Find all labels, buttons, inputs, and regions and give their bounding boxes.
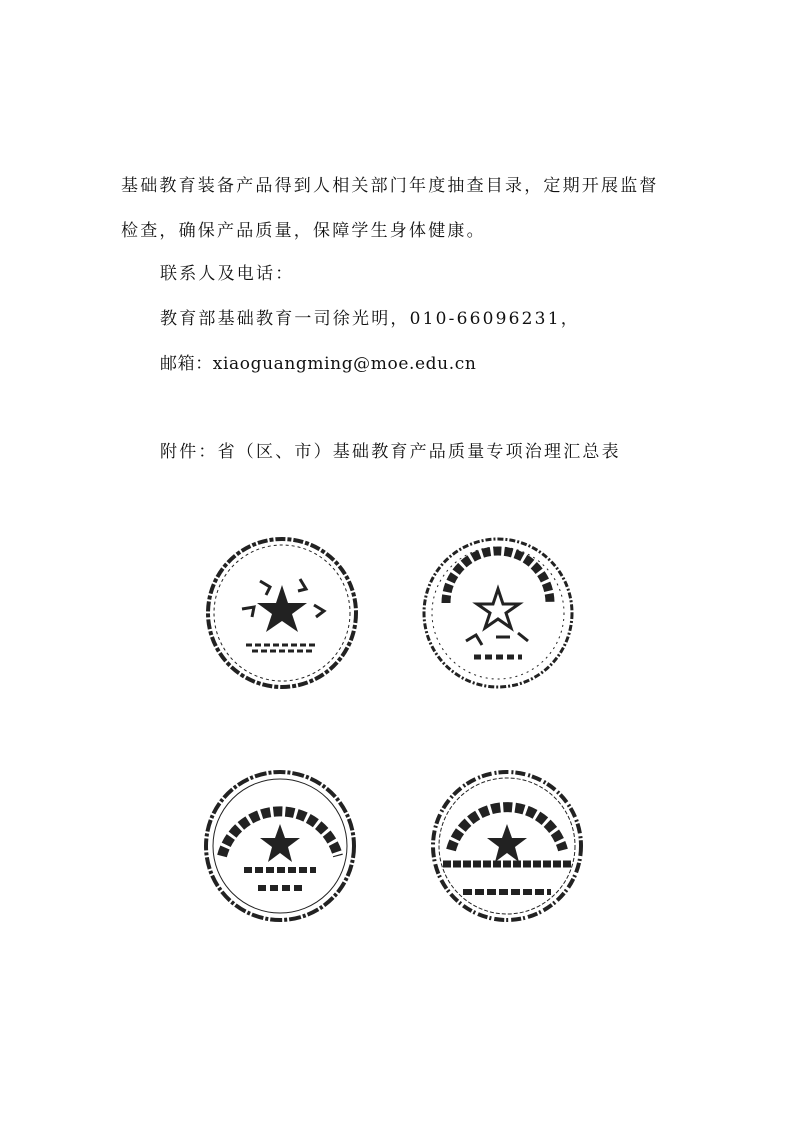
contact-person: 教育部基础教育一司徐光明，010-66096231，: [160, 309, 580, 329]
seal-sac-office: [427, 766, 587, 926]
seal-samr-office: [418, 533, 578, 693]
official-seal-icon: [200, 766, 360, 926]
contact-heading: 联系人及电话：: [160, 264, 295, 284]
seal-miit-office: [200, 766, 360, 926]
official-seal-icon: [202, 533, 362, 693]
attachment-note: 附件：省（区、市）基础教育产品质量专项治理汇总表: [160, 442, 621, 462]
contact-email: 邮箱：xiaoguangming@moe.edu.cn: [160, 354, 477, 374]
official-seal-icon: [418, 533, 578, 693]
paragraph-line-1: 基础教育装备产品得到人相关部门年度抽查目录，定期开展监督: [121, 176, 659, 196]
paragraph-line-2: 检查，确保产品质量，保障学生身体健康。: [121, 221, 486, 241]
official-seal-icon: [427, 766, 587, 926]
seal-moe-office: [202, 533, 362, 693]
